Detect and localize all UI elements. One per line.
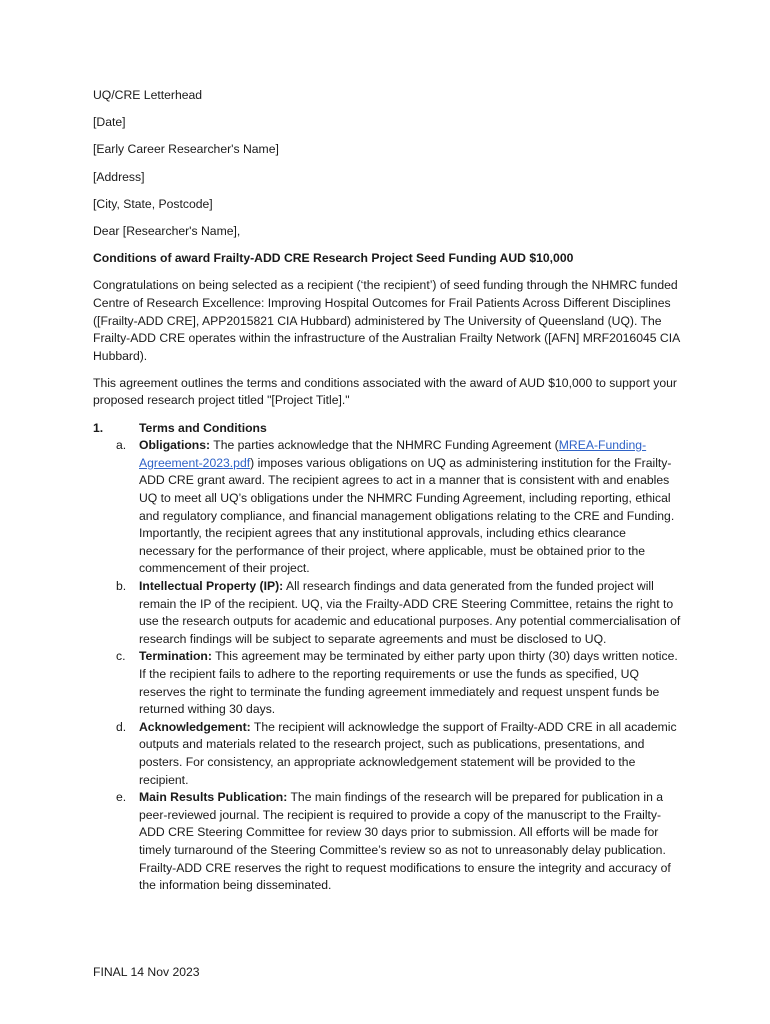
item-body	[139, 648, 683, 718]
item-text: ) imposes various obligations on UQ as administering institution for the Frailty-ADD CRE grant award. The recipient agrees to act in a manner that is consistent with and enables UQ to meet all UQ’s obligations under the NHMRC Funding Agreement, including reporting, ethical and regulatory compliance, and financial management obligations relating to the CRE and Funding. Importantly, the recipient agrees that any institutional approvals, including ethics clearance necessary for the performance of their project, where applicable, must be obtained prior to the commencement of their project.	[139, 455, 675, 576]
list-item	[116, 719, 683, 789]
item-title: Intellectual Property (IP):	[139, 579, 284, 593]
item-title: Main Results Publication:	[139, 790, 288, 805]
salutation: Dear [Researcher's Name],	[93, 223, 241, 238]
section-title: Terms and Conditions	[139, 420, 267, 435]
item-title: Termination:	[139, 649, 212, 664]
item-marker: a.	[116, 438, 127, 453]
terms-section	[93, 420, 683, 895]
agreement-paragraph: This agreement outlines the terms and conditions associated with the award of AUD $10,000 to support your proposed research project titled "[Project Title]."	[93, 375, 677, 408]
item-marker: b.	[116, 579, 127, 593]
item-marker: d.	[116, 719, 127, 734]
item-body	[139, 578, 683, 648]
item-text: This agreement may be terminated by either party upon thirty (30) days written notice. If the recipient fails to adhere to the reporting requirements or use the funds as specified, UQ reserves the right to terminate the funding agreement immediately and request unspent funds be returned withing 30 days.	[139, 649, 678, 717]
terms-list	[93, 437, 683, 894]
footer-version: FINAL 14 Nov 2023	[93, 965, 200, 979]
item-body	[139, 789, 683, 895]
intro-paragraph: Congratulations on being selected as a recipient (‘the recipient’) of seed funding through the NHMRC funded Centre of Research Excellence: Improving Hospital Outcomes for Frail Patients Across Different Disciplines ([Frailty-ADD CRE], APP2015821 CIA Hubbard) administered by The University of Queensland (UQ). The Frailty-ADD CRE operates within the infrastructure of the Australian Frailty Network ([AFN] MRF2016045 CIA Hubbard).	[93, 278, 680, 363]
letterhead: UQ/CRE Letterhead	[93, 88, 203, 102]
section-heading	[93, 420, 683, 438]
item-text: All research findings and data generated from the funded project will remain the IP of the recipient. UQ, via the Frailty-ADD CRE Steering Committee, retains the right to use the research outputs for academic and educational purposes. Any potential commercialisation of research findings will be subject to separate agreements and must be disclosed to UQ.	[139, 579, 681, 646]
list-item	[116, 437, 683, 578]
address: [Address]	[93, 169, 145, 184]
item-marker: e.	[116, 790, 127, 805]
item-marker: c.	[116, 649, 126, 664]
date-placeholder: [Date]	[93, 115, 126, 130]
list-item	[116, 789, 683, 895]
item-body	[139, 719, 683, 789]
recipient-name: [Early Career Researcher's Name]	[93, 142, 279, 157]
letter-title: Conditions of award Frailty-ADD CRE Research Project Seed Funding AUD $10,000	[93, 251, 574, 266]
city-state-postcode: [City, State, Postcode]	[93, 196, 213, 211]
letter-body	[93, 87, 683, 895]
item-body	[139, 437, 683, 578]
item-text: The main findings of the research will be prepared for publication in a peer-reviewed journal. The recipient is required to provide a copy of the manuscript to the Frailty-ADD CRE Steering Committee for review 30 days prior to submission. All efforts will be made for timely turnaround of the Steering Committee’s review so as not to unreasonably delay publication. Frailty-ADD CRE reserves the right to request modifications to ensure the integrity and accuracy of the information being disseminated.	[139, 790, 671, 893]
list-item	[116, 578, 683, 648]
item-title: Obligations:	[139, 438, 211, 453]
list-item	[116, 648, 683, 718]
item-title: Acknowledgement:	[139, 719, 251, 734]
item-text: The recipient will acknowledge the support of Frailty-ADD CRE in all academic outputs and materials related to the research project, such as publications, presentations, and posters. For consistency, an appropriate acknowledgement statement will be provided to the recipient.	[139, 719, 677, 787]
item-text: The parties acknowledge that the NHMRC Funding Agreement (	[210, 438, 559, 453]
section-number: 1.	[93, 420, 104, 435]
funding-agreement-link[interactable]: MREA-Funding-Agreement-2023.pdf	[139, 438, 647, 470]
